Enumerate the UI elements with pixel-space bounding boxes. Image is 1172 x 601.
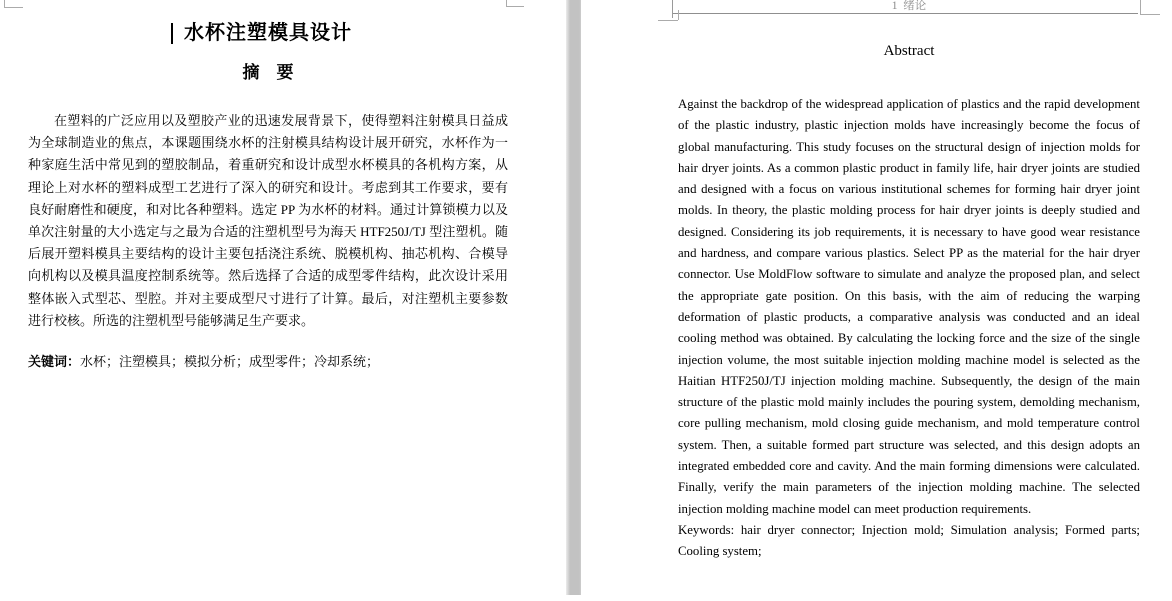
right-document-page[interactable] [581, 0, 1172, 601]
keywords-text: 水杯；注塑模具；模拟分析；成型零件；冷却系统； [80, 354, 380, 369]
text-boundary-mark [658, 20, 678, 21]
text-boundary-mark [4, 7, 23, 8]
keywords-label: 关键词： [28, 354, 81, 369]
text-boundary-mark [1140, 0, 1141, 14]
header-bottom-rule [672, 13, 1138, 14]
english-keywords-line: Keywords: hair dryer connector; Injection mold; Simulation analysis; Formed parts; Cooling system; [678, 522, 1140, 559]
text-boundary-mark [506, 6, 524, 7]
english-abstract-paragraph: Against the backdrop of the widespread application of plastics and the rapid development of the plastic industry, plastic injection molds have increasingly become the focus of global manufacturing. This study focuses on the structural design of injection molds for hair dryer joints. As a common plastic product in family life, hair dryer joints are studied and designed with a focus on various institutional schemes for forming hair dryer joint molds. In theory, the plastic molding process for hair dryer joints is deeply studied and designed. Considering its job requirements, it is necessary to have good wear resistance and hardness, and compare various plastics. Select PP as the material for the hair dryer connector. Use MoldFlow software to simulate and analyze the proposed plan, and select the appropriate gate position. On this basis, with the aim of reducing the warping deformation of plastic products, a comparative analysis was conducted and an ideal cooling method was obtained. By calculating the locking force and the size of the single injection volume, the most suitable injection molding machine model is selected as the Haitian HTF250J/TJ injection molding machine. Subsequently, the design of the main structure of the plastic mold mainly includes the pouring system, demolding mechanism, core pulling mechanism, mold closing guide mechanism, and mold temperature control system. Then, a suitable formed part structure was selected, and this design adopts an integrated embedded core and cavity. And the main forming dimensions were calculated. Finally, verify the main parameters of the injection molding machine. The selected injection molding machine model can meet production requirements. [678, 97, 1140, 516]
text-boundary-mark [4, 0, 5, 7]
left-document-page[interactable] [0, 0, 566, 601]
chinese-abstract-paragraph: 在塑料的广泛应用以及塑胶产业的迅速发展背景下，使得塑料注射模具日益成为全球制造业的焦点，本课题围绕水杯的注射模具结构设计展开研究，水杯作为一种家庭生活中常见到的塑胶制品，着重研究和设计成型水杯模具的各机构方案，从理论上对水杯的塑料成型工艺进行了深入的研究和设计。考虑到其工作要求，要有良好耐磨性和硬度，和对比各种塑料。选定 PP 为水杯的材料。通过计算锁模力以及单次注射量的大小选定与之最为合适的注塑机型号为海天 HTF250J/TJ 型注塑机。随后展开塑料模具主要结构的设计主要包括浇注系统、脱模机构、抽芯机构、合模导向机构以及模具温度控制系统等。然后选择了合适的成型零件结构，此次设计采用整体嵌入式型芯、型腔。并对主要成型尺寸进行了计算。最后，对注塑机主要参数进行校核。所选的注塑机型号能够满足生产要求。 [28, 113, 508, 328]
page-header-chapter-title: 1 绪论 [891, 0, 927, 12]
chinese-keywords-line [28, 352, 508, 372]
page-gap-divider [566, 0, 581, 595]
text-boundary-mark [678, 10, 679, 20]
english-abstract-heading: Abstract [883, 43, 935, 59]
text-boundary-mark [1140, 14, 1160, 15]
english-abstract-block [678, 94, 1140, 563]
header-rule-tick [672, 0, 673, 18]
document-title: 水杯注塑模具设计 [184, 22, 352, 44]
chinese-abstract-heading: 摘 要 [242, 63, 294, 82]
